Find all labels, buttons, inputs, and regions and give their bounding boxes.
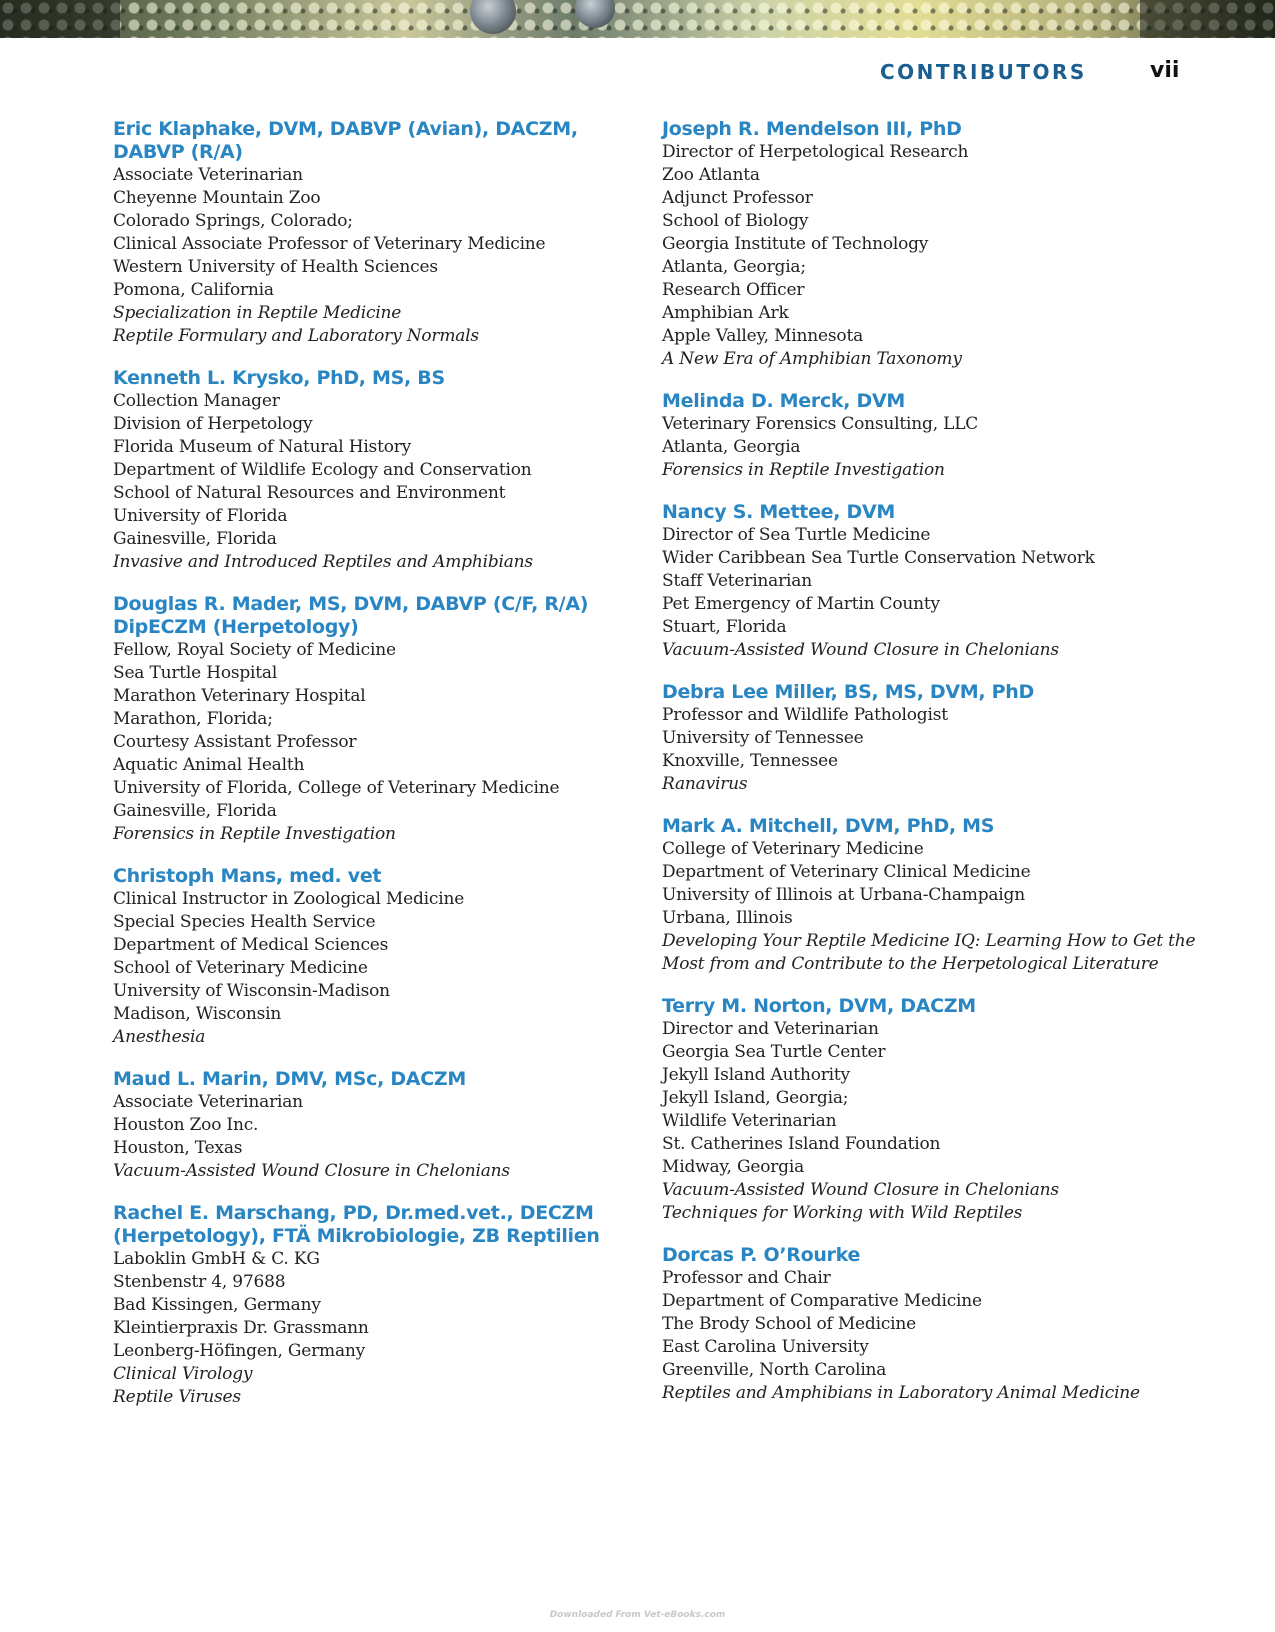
header-banner-image [0,0,1275,38]
affiliation-line: Florida Museum of Natural History [113,437,412,457]
contributor-name [113,1202,623,1248]
affiliation-line: University of Tennessee [662,728,864,748]
contributor-name [113,593,623,639]
chapter-title: Reptile Formulary and Laboratory Normals [113,326,479,346]
affiliation-line: Stuart, Florida [662,617,787,637]
affiliation-line: Wildlife Veterinarian [662,1111,837,1131]
chapter-title: Reptiles and Amphibians in Laboratory Animal Medicine [662,1383,1140,1403]
affiliation-line: Leonberg-Höfingen, Germany [113,1341,366,1361]
affiliation-line: Fellow, Royal Society of Medicine [113,640,396,660]
affiliation-line: Midway, Georgia [662,1157,805,1177]
contributor-entry [662,390,1182,482]
contributor-entry [662,501,1182,662]
affiliation-line: Associate Veterinarian [113,165,303,185]
affiliation-line: Department of Veterinary Clinical Medicine [662,862,1031,882]
contributor-entry [113,865,623,1049]
affiliation-line: Jekyll Island, Georgia; [662,1088,849,1108]
affiliation-line: Collection Manager [113,391,280,411]
running-head: CONTRIBUTORS [880,60,1087,84]
affiliation-line: School of Natural Resources and Environment [113,483,506,503]
affiliation-line: Staff Veterinarian [662,571,812,591]
affiliation-line: Colorado Springs, Colorado; [113,211,353,231]
affiliation-line: Western University of Health Sciences [113,257,438,277]
contributor-name [113,118,623,164]
chapter-title: Anesthesia [113,1027,206,1047]
affiliation-line: Gainesville, Florida [113,801,277,821]
contributor-name-line: (Herpetology), FTÄ Mikrobiologie, ZB Reptilien [113,1225,600,1247]
affiliation-line: Greenville, North Carolina [662,1360,887,1380]
contributor-name [113,367,623,390]
contributor-name [662,1244,1182,1267]
affiliation-line: Courtesy Assistant Professor [113,732,357,752]
footer-watermark: Downloaded From Vet-eBooks.com [549,1610,726,1620]
chapter-title: Clinical Virology [113,1364,253,1384]
contributor-name [662,390,1182,413]
affiliation-line: Division of Herpetology [113,414,313,434]
affiliation-line: Urbana, Illinois [662,908,793,928]
contributor-entry [662,681,1182,796]
contributor-entry [662,118,1182,371]
contributor-name-line: DABVP (R/A) [113,141,243,163]
affiliation-line: Bad Kissingen, Germany [113,1295,321,1315]
affiliation-line: Wider Caribbean Sea Turtle Conservation Network [662,548,1095,568]
contributor-name-line: Dorcas P. O’Rourke [662,1244,861,1266]
chapter-title: Forensics in Reptile Investigation [662,460,945,480]
affiliation-line: Atlanta, Georgia [662,437,801,457]
contributor-name-line: Eric Klaphake, DVM, DABVP (Avian), DACZM, [113,118,578,140]
chapter-title: Techniques for Working with Wild Reptiles [662,1203,1023,1223]
contributor-name [662,501,1182,524]
banner-scale [575,0,615,28]
affiliation-line: Amphibian Ark [662,303,789,323]
affiliation-line: Kleintierpraxis Dr. Grassmann [113,1318,369,1338]
affiliation-line: Stenbenstr 4, 97688 [113,1272,286,1292]
page-number: vii [1150,58,1180,83]
affiliation-line: Laboklin GmbH & C. KG [113,1249,320,1269]
affiliation-line: Aquatic Animal Health [113,755,305,775]
affiliation-line: Madison, Wisconsin [113,1004,282,1024]
contributor-name-line: Rachel E. Marschang, PD, Dr.med.vet., DECZM [113,1202,594,1224]
affiliation-line: College of Veterinary Medicine [662,839,924,859]
contributor-name [662,995,1182,1018]
affiliation-line: University of Illinois at Urbana-Champaign [662,885,1025,905]
contributor-name-line: Kenneth L. Krysko, PhD, MS, BS [113,367,445,389]
chapter-title: Ranavirus [662,774,748,794]
banner-shadow [0,0,120,38]
chapter-title: Vacuum-Assisted Wound Closure in Chelonians [662,1180,1059,1200]
contributor-name-line: Terry M. Norton, DVM, DACZM [662,995,976,1017]
contributors-column-left [113,118,623,1428]
contributor-name-line: Joseph R. Mendelson III, PhD [662,118,962,140]
affiliation-line: Marathon, Florida; [113,709,273,729]
affiliation-line: Jekyll Island Authority [662,1065,850,1085]
affiliation-line: University of Florida [113,506,288,526]
affiliation-line: Special Species Health Service [113,912,376,932]
chapter-title: Vacuum-Assisted Wound Closure in Chelonians [662,640,1059,660]
contributor-name-line: Mark A. Mitchell, DVM, PhD, MS [662,815,995,837]
banner-scale [470,0,516,34]
chapter-title: Developing Your Reptile Medicine IQ: Learning How to Get the [662,931,1196,951]
affiliation-line: Associate Veterinarian [113,1092,303,1112]
contributors-column-right [662,118,1196,1424]
contributor-name [113,1068,623,1091]
contributor-entry [113,593,623,846]
banner-shadow [1140,0,1275,38]
affiliation-line: Houston Zoo Inc. [113,1115,259,1135]
contributor-entry [662,1244,1182,1405]
affiliation-line: Professor and Wildlife Pathologist [662,705,948,725]
affiliation-line: Gainesville, Florida [113,529,277,549]
affiliation-line: Sea Turtle Hospital [113,663,278,683]
affiliation-line: Director and Veterinarian [662,1019,879,1039]
contributor-entry [113,1202,623,1409]
affiliation-line: The Brody School of Medicine [662,1314,917,1334]
contributor-name [662,118,1182,141]
contributor-name-line: Melinda D. Merck, DVM [662,390,905,412]
chapter-title: Vacuum-Assisted Wound Closure in Chelonians [113,1161,510,1181]
affiliation-line: Atlanta, Georgia; [662,257,806,277]
contributor-name-line: Douglas R. Mader, MS, DVM, DABVP (C/F, R/A) [113,593,589,615]
affiliation-line: Apple Valley, Minnesota [662,326,864,346]
contributor-name-line: Maud L. Marin, DMV, MSc, DACZM [113,1068,466,1090]
contributor-name [662,815,1182,838]
affiliation-line: Zoo Atlanta [662,165,760,185]
affiliation-line: Clinical Associate Professor of Veterinary Medicine [113,234,546,254]
contributor-name-line: Debra Lee Miller, BS, MS, DVM, PhD [662,681,1034,703]
contributor-name-line: Nancy S. Mettee, DVM [662,501,895,523]
affiliation-line: School of Biology [662,211,809,231]
affiliation-line: Adjunct Professor [662,188,813,208]
contributor-name-line: Christoph Mans, med. vet [113,865,382,887]
chapter-title: Invasive and Introduced Reptiles and Amphibians [113,552,533,572]
chapter-title: A New Era of Amphibian Taxonomy [662,349,962,369]
affiliation-line: School of Veterinary Medicine [113,958,368,978]
affiliation-line: Director of Herpetological Research [662,142,969,162]
affiliation-line: Georgia Institute of Technology [662,234,929,254]
affiliation-line: Professor and Chair [662,1268,831,1288]
contributor-name-line: DipECZM (Herpetology) [113,616,359,638]
affiliation-line: Director of Sea Turtle Medicine [662,525,931,545]
affiliation-line: Pet Emergency of Martin County [662,594,940,614]
affiliation-line: Georgia Sea Turtle Center [662,1042,886,1062]
affiliation-line: Department of Wildlife Ecology and Conservation [113,460,532,480]
chapter-title: Reptile Viruses [113,1387,241,1407]
affiliation-line: East Carolina University [662,1337,869,1357]
contributor-entry [113,1068,623,1183]
contributor-name [113,865,623,888]
affiliation-line: Cheyenne Mountain Zoo [113,188,321,208]
chapter-title: Forensics in Reptile Investigation [113,824,396,844]
affiliation-line: Knoxville, Tennessee [662,751,838,771]
affiliation-line: University of Florida, College of Veterinary Medicine [113,778,560,798]
contributor-entry [662,815,1196,976]
affiliation-line: Research Officer [662,280,805,300]
affiliation-line: Veterinary Forensics Consulting, LLC [662,414,979,434]
affiliation-line: Department of Medical Sciences [113,935,389,955]
affiliation-line: University of Wisconsin-Madison [113,981,390,1001]
contributor-entry [662,995,1182,1225]
chapter-title: Most from and Contribute to the Herpetological Literature [662,954,1159,974]
affiliation-line: St. Catherines Island Foundation [662,1134,941,1154]
affiliation-line: Pomona, California [113,280,274,300]
contributor-entry [113,367,623,574]
affiliation-line: Marathon Veterinary Hospital [113,686,366,706]
contributor-entry [113,118,623,348]
affiliation-line: Clinical Instructor in Zoological Medicine [113,889,465,909]
affiliation-line: Department of Comparative Medicine [662,1291,982,1311]
chapter-title: Specialization in Reptile Medicine [113,303,402,323]
affiliation-line: Houston, Texas [113,1138,243,1158]
contributor-name [662,681,1182,704]
